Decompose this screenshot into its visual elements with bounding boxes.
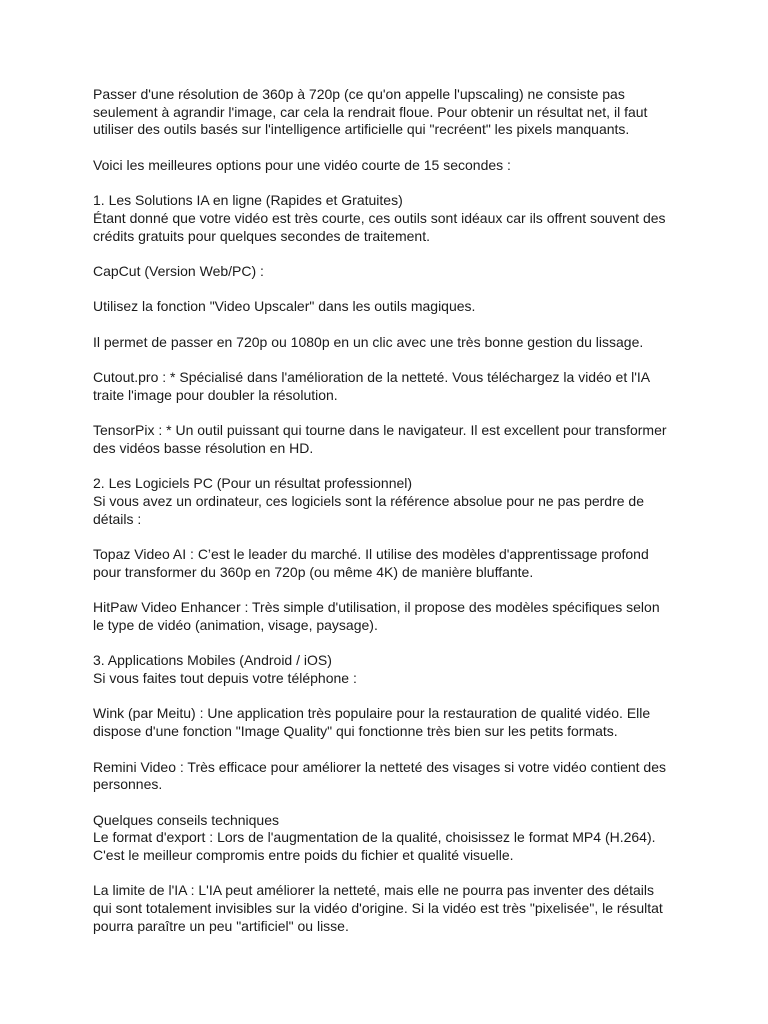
remini-paragraph: Remini Video : Très efficace pour améliorer la netteté des visages si votre vidéo contient des personnes.: [93, 758, 667, 793]
cutout-pro-paragraph: Cutout.pro : * Spécialisé dans l'amélioration de la netteté. Vous téléchargez la vidéo et l'IA traite l'image pour doubler la résolution.: [93, 369, 651, 403]
wink-paragraph: Wink (par Meitu) : Une application très populaire pour la restauration de qualité vidéo. Elle dispose d'une fonction "Image Quality" qui fonctionne très bien sur les petits formats.: [93, 705, 651, 740]
topaz-paragraph: Topaz Video AI : C’est le leader du marché. Il utilise des modèles d'apprentissage profond pour transformer du 360p en 720p (ou même 4K) de manière bluffante.: [93, 546, 649, 580]
intro-paragraph: Passer d'une résolution de 360p à 720p (ce qu'on appelle l'upscaling) ne consiste pas seulement à agrandir l'image, car cela la rendrait floue. Pour obtenir un résultat net, il faut utiliser des outils basés sur l'intelligence artificielle qui "recréent" les pixels manquants.: [93, 86, 648, 138]
section-pc-software: 2. Les Logiciels PC (Pour un résultat professionnel) Si vous avez un ordinateur, ces logiciels sont la référence absolue pour ne pas perdre de détails :: [93, 475, 645, 527]
tensorpix-paragraph: TensorPix : * Un outil puissant qui tourne dans le navigateur. Il est excellent pour transformer des vidéos basse résolution en HD.: [93, 422, 667, 456]
tips-paragraph: Quelques conseils techniques Le format d'export : Lors de l'augmentation de la qualité, choisissez le format MP4 (H.264). C'est le meilleur compromis entre poids du fichier et qualité visuelle.: [93, 811, 656, 864]
document-body: [93, 86, 683, 953]
ai-limit-paragraph: La limite de l'IA : L'IA peut améliorer la netteté, mais elle ne pourra pas inventer des détails qui sont totalement invisibles sur la vidéo d'origine. Si la vidéo est très "pixelisée", le résultat pourra paraître un peu "artificiel" ou lisse.: [93, 882, 663, 934]
section-mobile-apps: 3. Applications Mobiles (Android / iOS) Si vous faites tout depuis votre téléphone :: [93, 652, 357, 687]
capcut-details: Il permet de passer en 720p ou 1080p en un clic avec une très bonne gestion du lissage.: [93, 333, 644, 350]
capcut-heading: CapCut (Version Web/PC) :: [93, 262, 264, 279]
capcut-usage: Utilisez la fonction "Video Upscaler" dans les outils magiques.: [93, 298, 476, 315]
hitpaw-paragraph: HitPaw Video Enhancer : Très simple d'utilisation, il propose des modèles spécifiques selon le type de vidéo (animation, visage, paysage).: [93, 599, 660, 633]
options-intro: Voici les meilleures options pour une vidéo courte de 15 secondes :: [93, 156, 511, 173]
section-online-ai: 1. Les Solutions IA en ligne (Rapides et Gratuites) Étant donné que votre vidéo est très courte, ces outils sont idéaux car ils offrent souvent des crédits gratuits pour quelques secondes de traitement.: [93, 192, 666, 244]
